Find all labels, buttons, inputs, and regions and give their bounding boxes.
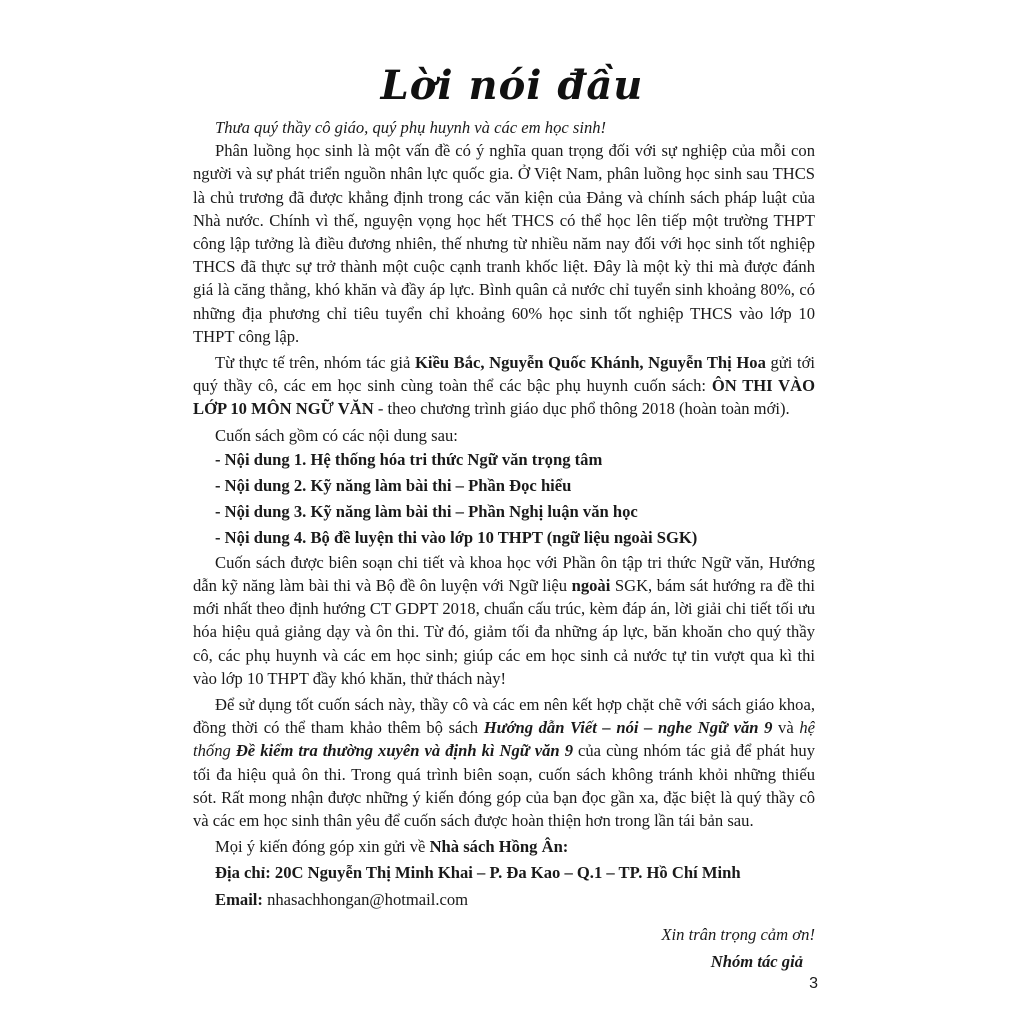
contents-item: - Nội dung 3. Kỹ năng làm bài thi – Phần Nghị luận văn học: [215, 501, 638, 521]
book-title: ÔN THI VÀO LỚP 10 MÔN NGỮ VĂN: [193, 376, 815, 419]
email-address: nhasachhongan@hotmail.com: [262, 889, 469, 909]
page-number: 3: [809, 975, 818, 992]
paragraph-4: [193, 693, 815, 832]
contents-item: - Nội dung 4. Bộ đề luyện thi vào lớp 10 THPT (ngữ liệu ngoài SGK): [215, 527, 698, 547]
paragraph-1: Phân luồng học sinh là một vấn đề có ý nghĩa quan trọng đối với sự nghiệp của mỗi con người và sự phát triển nguồn nhân lực quốc gia. Ở Việt Nam, phân luồng học sinh sau THCS là chủ trương đã được khẳng định trong các văn kiện của Đảng và chính sách pháp luật của Nhà nước. Chính vì thế, nguyện vọng học hết THCS có thể học lên tiếp một trường THPT công lập tưởng là điều đương nhiên, thế nhưng từ nhiều năm nay đối với học sinh tốt nghiệp THCS đã thực sự trở thành một cuộc cạnh tranh khốc liệt. Đây là một kỳ thi mà được đánh giá là căng thẳng, khó khăn và đầy áp lực. Bình quân cả nước chỉ tuyển sinh khoảng 80%, có những địa phương chỉ tiêu tuyển chỉ khoảng 60% học sinh tốt nghiệp THCS vào lớp 10 THPT công lập.: [193, 141, 815, 346]
p4-text-a: Để sử dụng tốt cuốn sách này, thầy cô và các em nên kết hợp chặt chẽ với sách giáo khoa, đồng thời có thể tham khảo thêm bộ sách: [193, 695, 815, 738]
p4-italic: hệ thống: [193, 718, 815, 761]
thanks: [193, 923, 815, 946]
p2-text-b: gửi tới quý thầy cô, các em học sinh cùng toàn thể các bậc phụ huynh cuốn sách:: [193, 353, 815, 396]
email-line: [193, 888, 815, 911]
paragraph-2: [193, 351, 815, 421]
book-ref-1: Hướng dẫn Viết – nói – nghe Ngữ văn 9: [483, 718, 773, 738]
preface-body: [193, 116, 815, 973]
signature-text: Nhóm tác giả: [710, 952, 803, 972]
contents-item: - Nội dung 2. Kỹ năng làm bài thi – Phần Đọc hiểu: [215, 475, 572, 495]
p3-text-a: Cuốn sách được biên soạn chi tiết và khoa học với Phần ôn tập tri thức Ngữ văn, Hướng dẫn kỹ năng làm bài thi và Bộ đề ôn luyện với Ngữ liệu: [193, 552, 815, 596]
p2-text-c: - theo chương trình giáo dục phổ thông 2018 (hoàn toàn mới).: [373, 399, 790, 419]
publisher-name: Nhà sách Hồng Ân:: [429, 837, 569, 857]
signature: [193, 950, 815, 973]
paragraph-3: [193, 551, 815, 690]
contents-intro: Cuốn sách gồm có các nội dung sau:: [215, 425, 458, 445]
page-title: Lời nói đầu: [380, 62, 644, 109]
address-line: [193, 861, 815, 884]
p2-text-a: Từ thực tế trên, nhóm tác giả: [215, 353, 415, 373]
p3-bold: ngoài: [571, 576, 611, 596]
contact-line: [193, 835, 815, 858]
authors: Kiều Bắc, Nguyễn Quốc Khánh, Nguyễn Thị Hoa: [414, 353, 766, 373]
greeting-text: Thưa quý thầy cô giáo, quý phụ huynh và các em học sinh!: [215, 118, 607, 137]
address: Địa chỉ: 20C Nguyễn Thị Minh Khai – P. Đa Kao – Q.1 – TP. Hồ Chí Minh: [215, 863, 741, 883]
thanks-text: Xin trân trọng cảm ơn!: [661, 924, 815, 944]
p4-text-b: và: [772, 718, 800, 738]
greeting: [193, 116, 815, 139]
book-ref-2: Đề kiểm tra thường xuyên và định kì Ngữ văn 9: [235, 741, 573, 761]
contents-item: - Nội dung 1. Hệ thống hóa tri thức Ngữ văn trọng tâm: [215, 449, 603, 469]
p3-text-b: SGK, bám sát hướng ra đề thi mới nhất theo định hướng CT GDPT 2018, chuẩn cấu trúc, kèm đáp án, lời giải chi tiết tối ưu hóa hiệu quả giảng dạy và ôn thi. Từ đó, giảm tối đa những áp lực, băn khoăn cho quý thầy cô, các phụ huynh và các em học sinh; giúp các em học sinh cả nước tự tin vượt qua kì thi vào lớp 10 THPT đầy khó khăn, thử thách này!: [193, 576, 815, 688]
contact-intro: Mọi ý kiến đóng góp xin gửi về: [215, 837, 430, 857]
email-label: Email:: [215, 889, 263, 909]
p4-text-d: của cùng nhóm tác giả để phát huy tối đa hiệu quả ôn thi. Trong quá trình biên soạn, cuốn sách không tránh khỏi những thiếu sót. Rất mong nhận được những ý kiến đóng góp của bạn đọc gần xa, đặc biệt là quý thầy cô và các em học sinh thân yêu để cuốn sách được hoàn thiện hơn trong lần tái bản sau.: [193, 741, 815, 831]
